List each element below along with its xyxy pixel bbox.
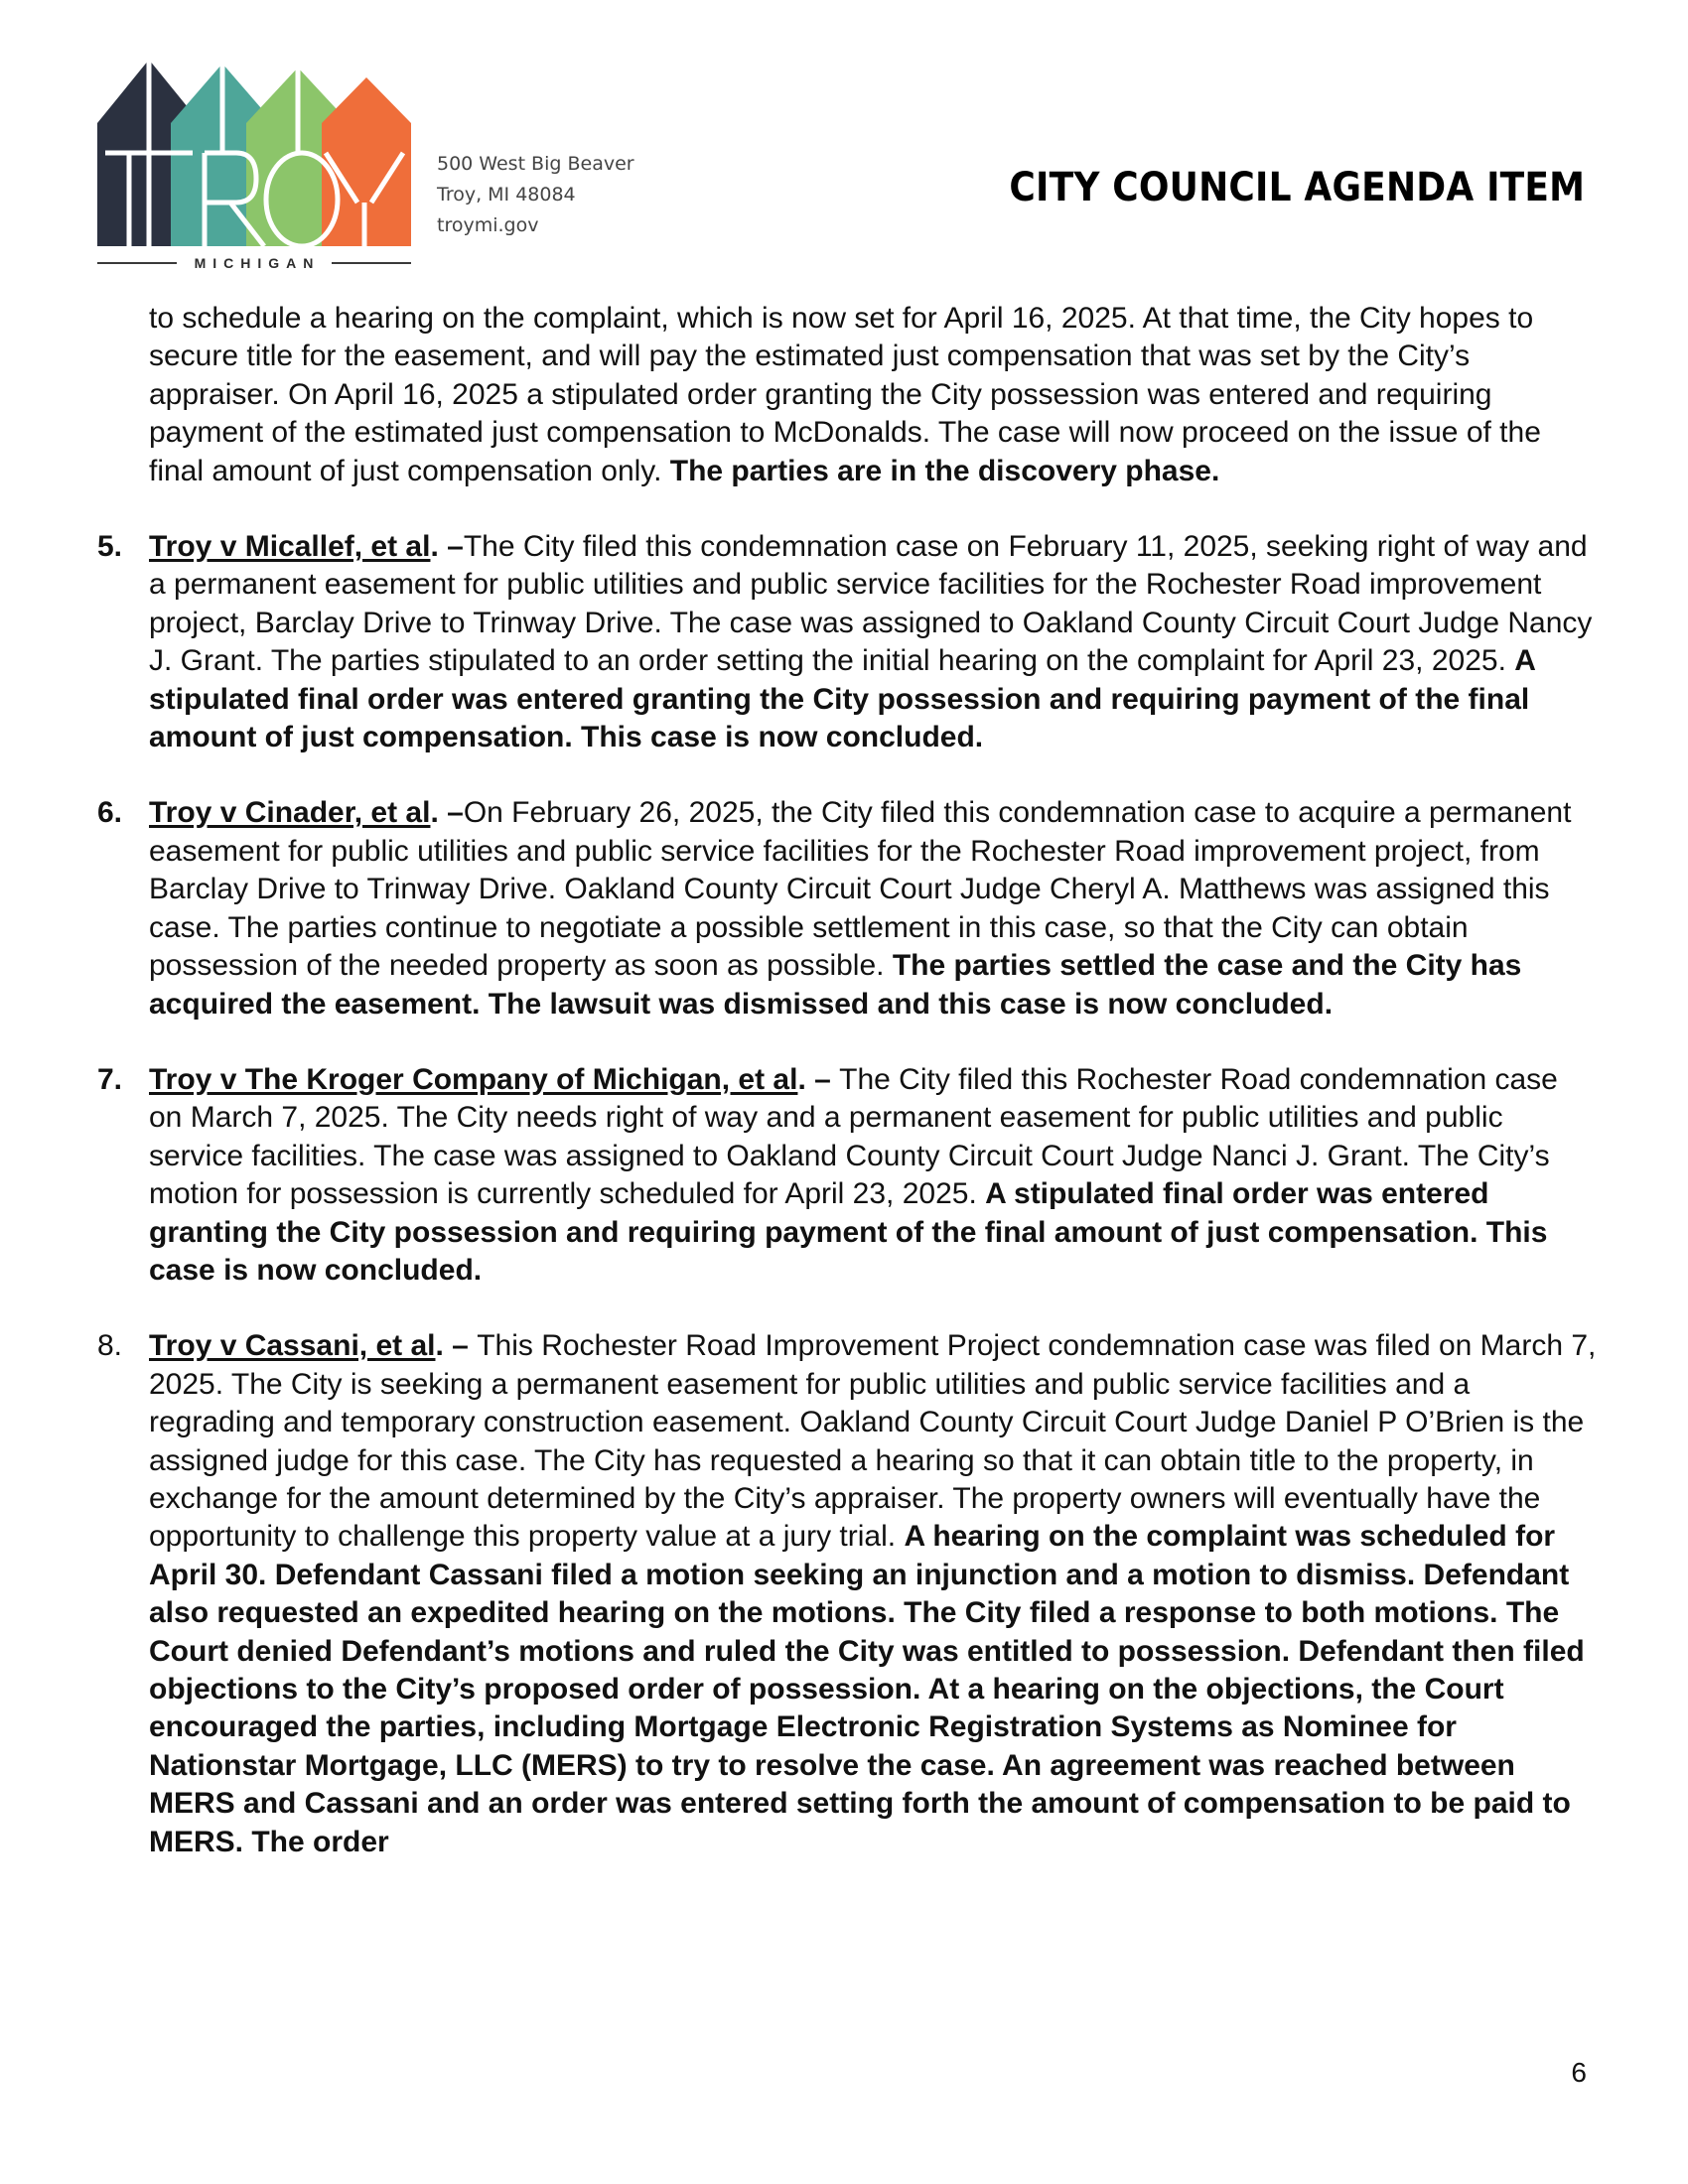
paragraph-text <box>149 528 1597 756</box>
continuation-text: to schedule a hearing on the complaint, which is now set for April 16, 2025. At that time, the City hopes to secure title for the easement, and will pay the estimated just compensation that was set by the City’s appraiser. On April 16, 2025 a stipulated order granting the City possession was entered and requiring payment of the estimated just compensation to McDonalds. The case will now proceed on the issue of the final amount of just compensation only. <box>149 302 1541 487</box>
logo-michigan-line <box>97 252 411 274</box>
continuation-paragraph <box>97 300 1597 490</box>
paragraph-text <box>149 1327 1597 1861</box>
divider <box>97 262 177 264</box>
paragraph-text <box>149 1061 1597 1290</box>
case-separator: . – <box>430 796 464 830</box>
case-bold-text: A stipulated final order was entered granting the City possession and requiring payment of the final amount of just compensation. This case is now concluded. <box>149 644 1535 754</box>
case-separator: . – <box>797 1062 840 1096</box>
item-number: 5. <box>97 530 123 564</box>
website-link[interactable]: troymi.gov <box>437 214 539 236</box>
logo-subtext: MICHIGAN <box>194 255 321 271</box>
page-title: CITY COUNCIL AGENDA ITEM <box>1009 165 1585 210</box>
case-text: The City filed this condemnation case on February 11, 2025, seeking right of way and a permanent easement for public utilities and public service facilities for the Rochester Road improvement project, Barclay Drive to Trinway Drive. The case was assigned to Oakland County Circuit Court Judge Nancy J. Grant. The parties stipulated to an order setting the initial hearing on the complaint for April 23, 2025. <box>149 530 1593 678</box>
item-number: 8. <box>97 1329 123 1363</box>
case-title: Troy v Cassani, et al <box>149 1329 436 1363</box>
case-text: The City filed this Rochester Road condemnation case on March 7, 2025. The City needs right of way and a permanent easement for public utilities and public service facilities. The case was assigned to Oakland County Circuit Court Judge Nanci J. Grant. The City’s motion for possession is currently scheduled for April 23, 2025. <box>149 1062 1558 1211</box>
troy-logo <box>97 58 411 274</box>
logo-text: TROY <box>97 58 100 59</box>
list-item <box>97 1327 1597 1861</box>
case-text: On February 26, 2025, the City filed this condemnation case to acquire a permanent easement for public utilities and public service facilities for the Rochester Road improvement project, from Barclay Drive to Trinway Drive. Oakland County Circuit Court Judge Cheryl A. Matthews was assigned this case. The parties continue to negotiate a possible settlement in this case, so that the City can obtain possession of the needed property as soon as possible. <box>149 796 1572 983</box>
case-bold-text: A hearing on the complaint was scheduled for April 30. Defendant Cassani filed a motion seeking an injunction and a motion to dismiss. Defendant also requested an expedited hearing on the motions. The City filed a response to both motions. The Court denied Defendant’s motions and ruled the City was entitled to possession. Defendant then filed objections to the City’s proposed order of possession. At a hearing on the objections, the Court encouraged the parties, including Mortgage Electronic Registration Systems as Nominee for Nationstar Mortgage, LLC (MERS) to try to resolve the case. An agreement was reached between MERS and Cassani and an order was entered setting forth the amount of compensation to be paid to MERS. The order <box>149 1520 1585 1858</box>
paragraph-text <box>149 300 1597 490</box>
city-address <box>437 149 695 241</box>
item-number: 6. <box>97 796 123 830</box>
troy-logo-graphic <box>97 58 411 252</box>
page-number: 6 <box>1571 2057 1587 2088</box>
address-city: Troy, MI 48084 <box>437 184 576 205</box>
list-item <box>97 1061 1597 1290</box>
case-text: This Rochester Road Improvement Project condemnation case was filed on March 7, 2025. The City is seeking a permanent easement for public utilities and public service facilities and a regrading and temporary construction easement. Oakland County Circuit Court Judge Daniel P O’Brien is the assigned judge for this case. The City has requested a hearing so that it can obtain title to the property, in exchange for the amount determined by the City’s appraiser. The property owners will eventually have the opportunity to challenge this property value at a jury trial. <box>149 1329 1597 1554</box>
case-bold-text: A stipulated final order was entered granting the City possession and requiring payment of the final amount of just compensation. This case is now concluded. <box>149 1177 1548 1287</box>
list-item <box>97 794 1597 1023</box>
case-title: Troy v The Kroger Company of Michigan, et al <box>149 1062 798 1096</box>
case-title: Troy v Micallef, et al <box>149 530 431 564</box>
continuation-bold-text: The parties are in the discovery phase. <box>669 454 1220 487</box>
case-bold-text: The parties settled the case and the City has acquired the easement. The lawsuit was dismissed and this case is now concluded. <box>149 949 1522 1021</box>
list-item <box>97 528 1597 756</box>
document-body <box>97 300 1597 1899</box>
item-number: 7. <box>97 1062 123 1096</box>
divider <box>332 262 411 264</box>
case-separator: . – <box>435 1329 478 1363</box>
address-street: 500 West Big Beaver <box>437 153 634 175</box>
case-title: Troy v Cinader, et al <box>149 796 431 830</box>
paragraph-text <box>149 794 1597 1023</box>
case-separator: . – <box>430 530 464 564</box>
